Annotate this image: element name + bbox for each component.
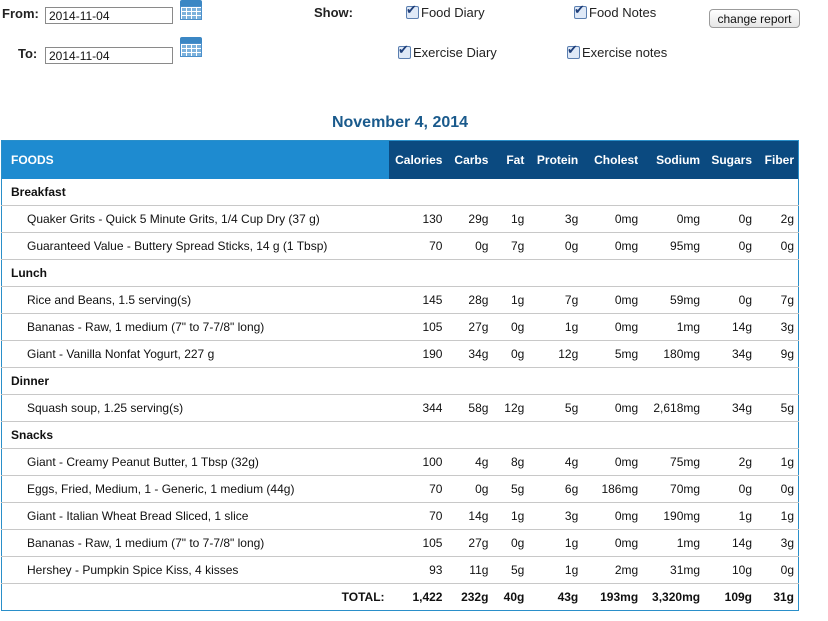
nutrient-cell: 70 <box>389 503 447 530</box>
total-cell: 40g <box>503 590 525 604</box>
food-table-body <box>2 179 799 611</box>
nutrient-cell: 0g <box>756 557 798 584</box>
from-label: From: <box>2 6 39 21</box>
nutrient-cell: 105 <box>389 314 447 341</box>
food-diary-table <box>1 140 799 611</box>
food-name-cell: Quaker Grits - Quick 5 Minute Grits, 1/4 Cup Dry (37 g) <box>2 206 389 233</box>
food-name-cell: Hershey - Pumpkin Spice Kiss, 4 kisses <box>2 557 389 584</box>
meal-name: Dinner <box>2 368 799 395</box>
nutrient-cell: 145 <box>389 287 447 314</box>
nutrient-cell: 0g <box>528 233 582 260</box>
nutrient-cell: 0mg <box>582 395 642 422</box>
food-diary-checkbox[interactable]: ✔ Food Diary <box>406 5 485 20</box>
nutrient-cell: 190mg <box>642 503 704 530</box>
nutrient-cell: 0g <box>704 476 756 503</box>
checkmark-icon[interactable] <box>398 46 411 59</box>
report-date-title: November 4, 2014 <box>331 114 469 131</box>
to-label: To: <box>18 46 38 61</box>
nutrient-cell: 0mg <box>582 314 642 341</box>
food-name-cell: Giant - Vanilla Nonfat Yogurt, 227 g <box>2 341 389 368</box>
nutrient-cell: 27g <box>446 314 492 341</box>
meal-header-row <box>2 179 799 206</box>
column-header-foods: FOODS <box>2 141 389 180</box>
total-cell: 232g <box>461 590 489 604</box>
change-report-button[interactable]: change report <box>709 9 800 28</box>
nutrient-cell: 34g <box>704 395 756 422</box>
nutrient-cell: 1g <box>528 530 582 557</box>
nutrient-cell: 0mg <box>642 206 704 233</box>
nutrient-cell: 0mg <box>582 287 642 314</box>
nutrient-cell: 14g <box>446 503 492 530</box>
nutrient-cell: 1g <box>528 557 582 584</box>
nutrient-cell: 0g <box>756 233 798 260</box>
meal-name: Snacks <box>2 422 799 449</box>
nutrient-cell: 0g <box>704 233 756 260</box>
to-date-input[interactable] <box>45 47 173 64</box>
nutrient-cell: 1g <box>492 287 528 314</box>
food-name-cell: Giant - Italian Wheat Bread Sliced, 1 slice <box>2 503 389 530</box>
total-cell: 3,320mg <box>652 590 701 604</box>
nutrient-cell: 0g <box>492 314 528 341</box>
nutrient-cell: 1g <box>756 503 798 530</box>
column-header-sodium: Sodium <box>642 141 704 180</box>
nutrient-cell: 10g <box>704 557 756 584</box>
nutrient-cell: 5g <box>528 395 582 422</box>
column-header-sugars: Sugars <box>704 141 756 180</box>
nutrient-cell: 8g <box>492 449 528 476</box>
column-header-carbs: Carbs <box>446 141 492 180</box>
food-name-cell: Guaranteed Value - Buttery Spread Sticks, 14 g (1 Tbsp) <box>2 233 389 260</box>
nutrient-cell: 27g <box>446 530 492 557</box>
table-row <box>2 206 799 233</box>
food-name-cell: Giant - Creamy Peanut Butter, 1 Tbsp (32g) <box>2 449 389 476</box>
checkmark-icon[interactable] <box>406 6 419 19</box>
nutrient-cell: 0mg <box>582 449 642 476</box>
table-row <box>2 395 799 422</box>
total-cell: 193mg <box>600 590 639 604</box>
food-name-cell: Bananas - Raw, 1 medium (7" to 7-7/8" long) <box>2 530 389 557</box>
show-label: Show: <box>314 5 353 20</box>
nutrient-cell: 2,618mg <box>642 395 704 422</box>
nutrient-cell: 4g <box>528 449 582 476</box>
nutrient-cell: 34g <box>704 341 756 368</box>
nutrient-cell: 29g <box>446 206 492 233</box>
nutrient-cell: 12g <box>528 341 582 368</box>
nutrient-cell: 105 <box>389 530 447 557</box>
meal-header-row <box>2 368 799 395</box>
nutrient-cell: 0mg <box>582 233 642 260</box>
nutrient-cell: 0mg <box>582 503 642 530</box>
total-cell: 31g <box>773 590 794 604</box>
nutrient-cell: 34g <box>446 341 492 368</box>
nutrient-cell: 58g <box>446 395 492 422</box>
from-date-input[interactable] <box>45 7 173 24</box>
nutrient-cell: 2g <box>704 449 756 476</box>
nutrient-cell: 70mg <box>642 476 704 503</box>
nutrient-cell: 1g <box>528 314 582 341</box>
nutrient-cell: 7g <box>528 287 582 314</box>
nutrient-cell: 70 <box>389 233 447 260</box>
column-header-cholest: Cholest <box>582 141 642 180</box>
nutrient-cell: 59mg <box>642 287 704 314</box>
food-name-cell: Rice and Beans, 1.5 serving(s) <box>2 287 389 314</box>
table-row <box>2 530 799 557</box>
nutrient-cell: 2mg <box>582 557 642 584</box>
checkmark-icon[interactable] <box>574 6 587 19</box>
table-row <box>2 287 799 314</box>
meal-name: Lunch <box>2 260 799 287</box>
nutrient-cell: 180mg <box>642 341 704 368</box>
from-calendar-icon[interactable] <box>180 0 202 20</box>
nutrient-cell: 5mg <box>582 341 642 368</box>
nutrient-cell: 0g <box>756 476 798 503</box>
nutrient-cell: 186mg <box>582 476 642 503</box>
table-row <box>2 503 799 530</box>
nutrient-cell: 3g <box>528 503 582 530</box>
nutrient-cell: 93 <box>389 557 447 584</box>
nutrient-cell: 11g <box>446 557 492 584</box>
meal-header-row <box>2 422 799 449</box>
nutrient-cell: 100 <box>389 449 447 476</box>
nutrient-cell: 190 <box>389 341 447 368</box>
nutrient-cell: 0mg <box>582 530 642 557</box>
total-cell: 1,422 <box>412 590 443 604</box>
table-header-row <box>2 141 799 180</box>
nutrient-cell: 14g <box>704 314 756 341</box>
column-header-calories: Calories <box>389 141 447 180</box>
nutrient-cell: 3g <box>756 530 798 557</box>
nutrient-cell: 0g <box>446 476 492 503</box>
food-name-cell: Bananas - Raw, 1 medium (7" to 7-7/8" long) <box>2 314 389 341</box>
total-cell: 43g <box>557 590 579 604</box>
nutrient-cell: 75mg <box>642 449 704 476</box>
nutrient-cell: 0g <box>492 341 528 368</box>
to-calendar-icon[interactable] <box>180 37 202 57</box>
nutrient-cell: 5g <box>492 476 528 503</box>
nutrient-cell: 1g <box>704 503 756 530</box>
nutrient-cell: 130 <box>389 206 447 233</box>
meal-name: Breakfast <box>2 179 799 206</box>
nutrient-cell: 7g <box>756 287 798 314</box>
meal-header-row <box>2 260 799 287</box>
nutrient-cell: 31mg <box>642 557 704 584</box>
nutrient-cell: 3g <box>528 206 582 233</box>
nutrient-cell: 0g <box>492 530 528 557</box>
nutrient-cell: 5g <box>492 557 528 584</box>
food-name-cell: Eggs, Fried, Medium, 1 - Generic, 1 medium (44g) <box>2 476 389 503</box>
exercise-diary-checkbox[interactable]: ✔ Exercise Diary <box>398 45 497 60</box>
nutrient-cell: 0mg <box>582 206 642 233</box>
table-row <box>2 557 799 584</box>
nutrient-cell: 95mg <box>642 233 704 260</box>
exercise-notes-checkbox[interactable]: ✔ Exercise notes <box>567 45 667 60</box>
nutrient-cell: 3g <box>756 314 798 341</box>
nutrient-cell: 1g <box>492 503 528 530</box>
nutrient-cell: 0g <box>704 206 756 233</box>
nutrient-cell: 1g <box>492 206 528 233</box>
nutrient-cell: 9g <box>756 341 798 368</box>
nutrient-cell: 12g <box>492 395 528 422</box>
nutrient-cell: 344 <box>389 395 447 422</box>
nutrient-cell: 1mg <box>642 314 704 341</box>
total-row <box>2 584 799 611</box>
nutrient-cell: 0g <box>446 233 492 260</box>
column-header-protein: Protein <box>528 141 582 180</box>
table-row <box>2 314 799 341</box>
table-row <box>2 233 799 260</box>
nutrient-cell: 28g <box>446 287 492 314</box>
nutrient-cell: 5g <box>756 395 798 422</box>
nutrient-cell: 14g <box>704 530 756 557</box>
nutrient-cell: 2g <box>756 206 798 233</box>
checkmark-icon[interactable] <box>567 46 580 59</box>
total-label: TOTAL: <box>341 590 385 604</box>
column-header-fat: Fat <box>492 141 528 180</box>
nutrient-cell: 7g <box>492 233 528 260</box>
food-notes-checkbox[interactable]: ✔ Food Notes <box>574 5 656 20</box>
table-row <box>2 449 799 476</box>
nutrient-cell: 4g <box>446 449 492 476</box>
nutrient-cell: 1mg <box>642 530 704 557</box>
table-row <box>2 341 799 368</box>
nutrient-cell: 0g <box>704 287 756 314</box>
food-name-cell: Squash soup, 1.25 serving(s) <box>2 395 389 422</box>
table-row <box>2 476 799 503</box>
total-cell: 109g <box>724 590 753 604</box>
column-header-fiber: Fiber <box>756 141 798 180</box>
nutrient-cell: 1g <box>756 449 798 476</box>
nutrient-cell: 70 <box>389 476 447 503</box>
nutrient-cell: 6g <box>528 476 582 503</box>
